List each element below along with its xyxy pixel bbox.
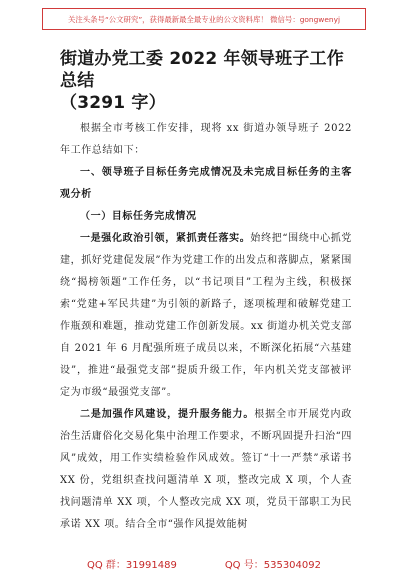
footer-qq-group: QQ 群：31991489	[86, 560, 177, 571]
paragraph-1-lead: 一是强化政治引领，紧抓责任落实。	[80, 233, 251, 244]
header-banner: 关注头条号“公文研究”，获得最新最全最专业的公文资料库！ 微信号：gongwenyj	[42, 8, 366, 30]
intro-paragraph: 根据全市考核工作安排，现将 xx 街道办领导班子 2022 年工作总结如下：	[60, 123, 352, 156]
section-heading-1: 一、领导班子目标任务完成情况及未完成目标任务的主客观分析	[60, 167, 352, 200]
paragraph-1-body: 始终把“围绕中心抓党建，抓好党建促发展”作为党建工作的出发点和落脚点，紧紧围绕“揭榜领题”工作任务，以“书记项目”工程为主线，积极探索“党建+军民共建”为引领的新路子，逐项梳理和破解党建工作瓶颈和难题，推动党建工作创新发展。xx 街道办机关党支部自 2021 年 6 月配强所班子成员以来，不断深化拓展“六基建设”，推进“最强党支部”提质升级工作，年内机关党支部被评定为市级“最强党支部”。	[60, 233, 352, 398]
paragraph-2	[60, 404, 352, 536]
document-title: 街道办党工委 2022 年领导班子工作总结	[60, 49, 344, 91]
subsection-heading-1: （一）目标任务完成情况	[80, 211, 197, 222]
document-body	[60, 48, 352, 536]
footer-qq-number: QQ 号：535304092	[224, 560, 321, 571]
document-title-wordcount: （3291 字）	[60, 93, 166, 113]
paragraph-1	[60, 228, 352, 404]
paragraph-2-body: 根据全市开展党内政治生活庸俗化交易化集中治理工作要求，不断巩固提升扫治“四风”成效，用工作实绩检验作风成效。签订“十一严禁”承诺书 XX 份，党组织查找问题清单 X 项，整改完成 X 项，个人查找问题清单 XX 项，个人整改完成 XX 项，党员干部职工为民承诺 XX 项。结合全市“强作风提效能树	[60, 409, 352, 530]
paragraph-2-lead: 二是加强作风建设，提升服务能力。	[80, 409, 255, 420]
footer-contacts	[0, 556, 408, 571]
